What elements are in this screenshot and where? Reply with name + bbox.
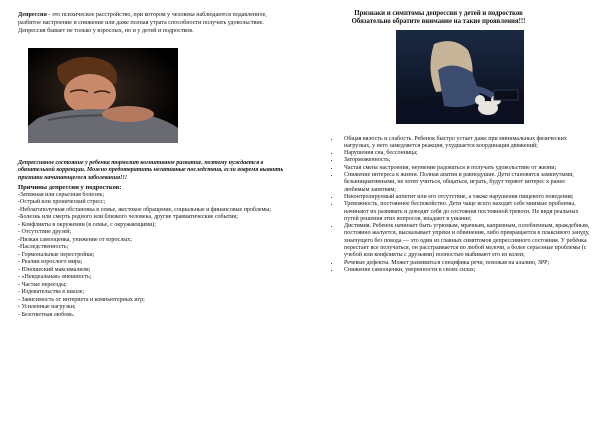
signs-title-line2: Обязательно обратите внимание на такие проявления!!! — [351, 18, 526, 26]
warning-text: Депрессивное состояние у ребенка тормозит когнитивное развитие, поэтому нуждается в обязательной коррекции. Можно предотвратить негативные последствия, если вовремя выявить признаки начинающегося заболевания!!! — [18, 159, 284, 181]
sign-item: • Дистимия. Ребенок начинает быть угрюмым, мрачным, капризным, озлобленным, враждебным, постоянно жалуется, высказывает упреки и обвинения, либо превращается в плаксивого зануду, хнычущего без повода — это один из главных симптомов депрессивного состояния. У ребёнка перестает все получаться, он расстраивается по любой мелочи, а более серьезные проблемы (с учебой или конфликты с друзьями) полностью выбивают его из колеи; — [340, 223, 590, 259]
causes-list — [18, 192, 290, 320]
cause-item: - Издевательства в школе; — [18, 289, 85, 295]
sad-boy-illustration — [28, 48, 178, 143]
sign-item: • Снижение интереса к жизни. Полная апатия и равнодушие. Дети становятся замкнутыми, безынициативными, не хотят учиться, общаться, играть, будут теряют интерес к ранее любимым занятиям; — [340, 172, 590, 194]
sad-girl-illustration — [396, 30, 524, 124]
sign-item: • Неконтролируемый аппетит или его отсутствие, а также нарушения пищевого поведения; — [340, 194, 590, 201]
cause-item: - Отсутствие друзей; — [18, 229, 72, 235]
cause-item: -Затяжная или серьезная болезнь; — [18, 191, 105, 198]
cause-item: -Острый или хронический стресс; — [18, 199, 106, 205]
left-column — [0, 0, 300, 425]
sign-item: • Заторможенность; — [340, 157, 590, 164]
right-column — [300, 0, 601, 425]
cause-item: - «Неидеальная» внешность; — [18, 274, 92, 280]
signs-list — [314, 136, 590, 275]
sad-boy-photo — [28, 48, 178, 143]
cause-item: - Юношеский максимализм; — [18, 266, 91, 273]
cause-item: -Низкая самооценка, унижение от взрослых; — [18, 236, 132, 243]
cause-item: -Болезнь или смерть родного или близкого человека, другие травматические события; — [18, 214, 238, 220]
cause-item: - Гормональные перестройки; — [18, 251, 95, 258]
cause-item: - Частые переезды; — [18, 281, 67, 288]
cause-item: - Безответная любовь. — [18, 311, 75, 318]
signs-title-line1: Признаки и симптомы депрессии у детей и подростков — [354, 10, 523, 17]
cause-item: -Неблагополучная обстановка в семье, жестокое обращение, социальные и финансовые проблемы; — [18, 206, 271, 213]
sign-item: • Нарушения сна, бессонница; — [340, 150, 590, 157]
intro-term: Депрессия — [18, 12, 47, 18]
sign-item: • Частая смена настроения, неумение радоваться и получать удовольствие от жизни; — [340, 165, 590, 172]
cause-item: -Наследственность; — [18, 244, 69, 250]
cause-item: - Усиленные нагрузки; — [18, 304, 76, 310]
causes-title: Причины депрессии у подростков: — [18, 183, 122, 191]
intro-text: - это психическое расстройство, при котором у человека наблюдаются подавленное, разбитое настроение и снижение или даже полная утрата способности получать удовольствие. Депрессия бывает не только у взрослых, но и у детей и подростков. — [18, 12, 267, 34]
cause-item: - Конфликты в окружении (в семье, с окружающими); — [18, 221, 156, 228]
sign-item: • Тревожность, постоянное беспокойство. Дети чаще всего находят себе мнимые проблемы, начинают их развивать и доводят себя до состояния постоянной тревоги. Не видя реальных путей решения этих вопросов, впадают в уныние; — [340, 201, 590, 223]
intro-paragraph — [18, 12, 280, 36]
sign-item: • Общая вялость и слабость. Ребенок быстро устает даже при минимальных физических нагрузках, у него замедляется реакция, ухудшается координация движений; — [340, 136, 590, 151]
signs-title — [314, 10, 593, 27]
cause-item: - Зависимость от интернета и компьютерных игр; — [18, 296, 145, 303]
sad-girl-photo — [396, 30, 524, 124]
cause-item: - Реалии взрослого мира; — [18, 259, 83, 265]
sign-item: • Снижение самооценки, уверенности в своих силах; — [340, 267, 590, 274]
sign-item: • Речевые дефекты. Может развиваться специфика речи, похожая на алалию, ЗРР; — [340, 260, 590, 267]
